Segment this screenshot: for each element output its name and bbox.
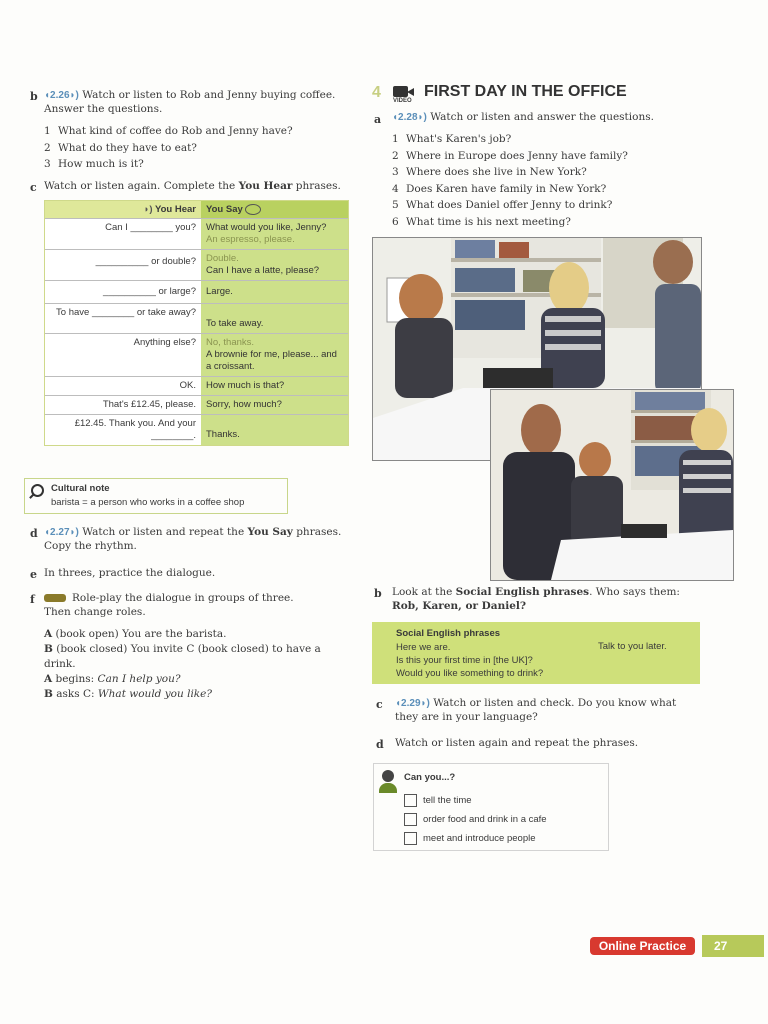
instruction-text: Watch or listen and answer the questions.: [430, 111, 654, 123]
note-text: barista = a person who works in a coffee shop: [51, 497, 245, 508]
instruction-bold: You Hear: [238, 180, 293, 192]
checkbox[interactable]: [404, 794, 417, 807]
question-list: [392, 131, 628, 230]
instruction-bold: Rob, Karen, or Daniel?: [392, 599, 527, 612]
phrase-table: [44, 200, 349, 446]
instruction-text: Watch or listen again and repeat the phrases.: [395, 737, 639, 749]
exercise-letter: d: [30, 527, 38, 540]
table-row: OK. How much is that?: [45, 376, 348, 395]
instruction-text: Copy the rhythm.: [44, 539, 137, 552]
table-row: Can I ________ you? What would you like, Jenny? An espresso, please.: [45, 218, 348, 249]
social-title: Social English phrases: [396, 628, 501, 639]
office-photo-2: [490, 389, 734, 581]
exercise-letter: b: [374, 587, 382, 600]
list-item: Is this your first time in [the UK]?: [396, 655, 533, 666]
checkbox[interactable]: [404, 832, 417, 845]
checklist-item[interactable]: tell the time: [404, 791, 547, 810]
question-list: [44, 123, 293, 173]
audio-track-icon[interactable]: ◖2.29◗): [395, 698, 430, 709]
role-list: [44, 627, 324, 702]
list-item: Here we are.: [396, 642, 451, 653]
section-number: 4: [372, 84, 381, 101]
list-item: B (book closed) You invite C (book closed) to have a drink.: [44, 643, 321, 670]
video-camera-icon: [393, 86, 408, 97]
checklist-item[interactable]: meet and introduce people: [404, 829, 547, 848]
page-title: FIRST DAY IN THE OFFICE: [424, 83, 627, 100]
table-row: To have ________ or take away? To take away.: [45, 303, 348, 333]
can-you-title: Can you...?: [404, 772, 456, 783]
table-row: £12.45. Thank you. And your ________. Thanks.: [45, 414, 348, 445]
online-practice-button[interactable]: Online Practice: [590, 937, 695, 955]
exercise-letter: c: [30, 181, 37, 194]
list-item: A begins: Can I help you?: [44, 673, 181, 685]
speech-bubble-icon: [245, 204, 261, 215]
instruction-text: Role-play the dialogue in groups of three.: [72, 592, 294, 604]
person-icon: [382, 770, 394, 782]
list-item: B asks C: What would you like?: [44, 688, 213, 700]
exercise-letter: a: [374, 113, 382, 126]
checkbox[interactable]: [404, 813, 417, 826]
table-row: Anything else? No, thanks. A brownie for me, please... and a croissant.: [45, 333, 348, 376]
list-item: 4 Does Karen have family in New York?: [392, 182, 607, 195]
social-phrase-list: [396, 641, 543, 680]
group-icon: [44, 594, 66, 602]
audio-track-icon[interactable]: ◖2.27◗): [44, 527, 79, 538]
exercise-letter: b: [30, 90, 38, 103]
instruction-text: Watch or listen to Rob and Jenny buying coffee.: [82, 89, 336, 101]
exercise-letter: e: [30, 568, 37, 581]
page-number: 27: [702, 935, 764, 957]
list-item: 2 Where in Europe does Jenny have family?: [392, 149, 628, 162]
list-item: 6 What time is his next meeting?: [392, 215, 571, 228]
cultural-note: [24, 478, 288, 514]
video-label: VIDEO: [393, 98, 412, 104]
list-item: Would you like something to drink?: [396, 668, 544, 679]
instruction-text: phrases.: [292, 180, 341, 192]
instruction-text: Watch or listen again. Complete the: [44, 180, 239, 192]
table-header-you-hear: ◗) You Hear: [45, 201, 201, 218]
exercise-letter: d: [376, 738, 384, 751]
checklist-item[interactable]: order food and drink in a cafe: [404, 810, 547, 829]
audio-track-icon[interactable]: ◖2.26◗): [44, 90, 79, 101]
list-item: 1 What kind of coffee do Rob and Jenny have?: [44, 125, 293, 137]
list-item: 1 What's Karen's job?: [392, 133, 512, 145]
list-item: 3 How much is it?: [44, 158, 144, 170]
list-item: A (book open) You are the barista.: [44, 628, 227, 640]
list-item: 5 What does Daniel offer Jenny to drink?: [392, 199, 613, 211]
table-row: __________ or large? Large.: [45, 280, 348, 303]
list-item: Talk to you later.: [598, 641, 667, 652]
exercise-letter: f: [30, 593, 35, 606]
list-item: 3 Where does she live in New York?: [392, 166, 587, 178]
instruction-text: Answer the questions.: [44, 102, 163, 115]
can-you-box: [373, 763, 609, 851]
instruction-text: they are in your language?: [395, 710, 538, 723]
list-item: 2 What do they have to eat?: [44, 141, 197, 154]
note-title: Cultural note: [51, 483, 110, 494]
social-english-box: [372, 622, 700, 684]
table-row: That's £12.45, please. Sorry, how much?: [45, 395, 348, 414]
instruction-text: In threes, practice the dialogue.: [44, 567, 216, 579]
audio-track-icon[interactable]: ◖2.28◗): [392, 112, 427, 123]
exercise-letter: c: [376, 698, 383, 711]
table-row: __________ or double? Double. Can I have a latte, please?: [45, 249, 348, 280]
table-header-you-say: You Say: [201, 201, 348, 218]
instruction-text: Then change roles.: [44, 606, 146, 618]
